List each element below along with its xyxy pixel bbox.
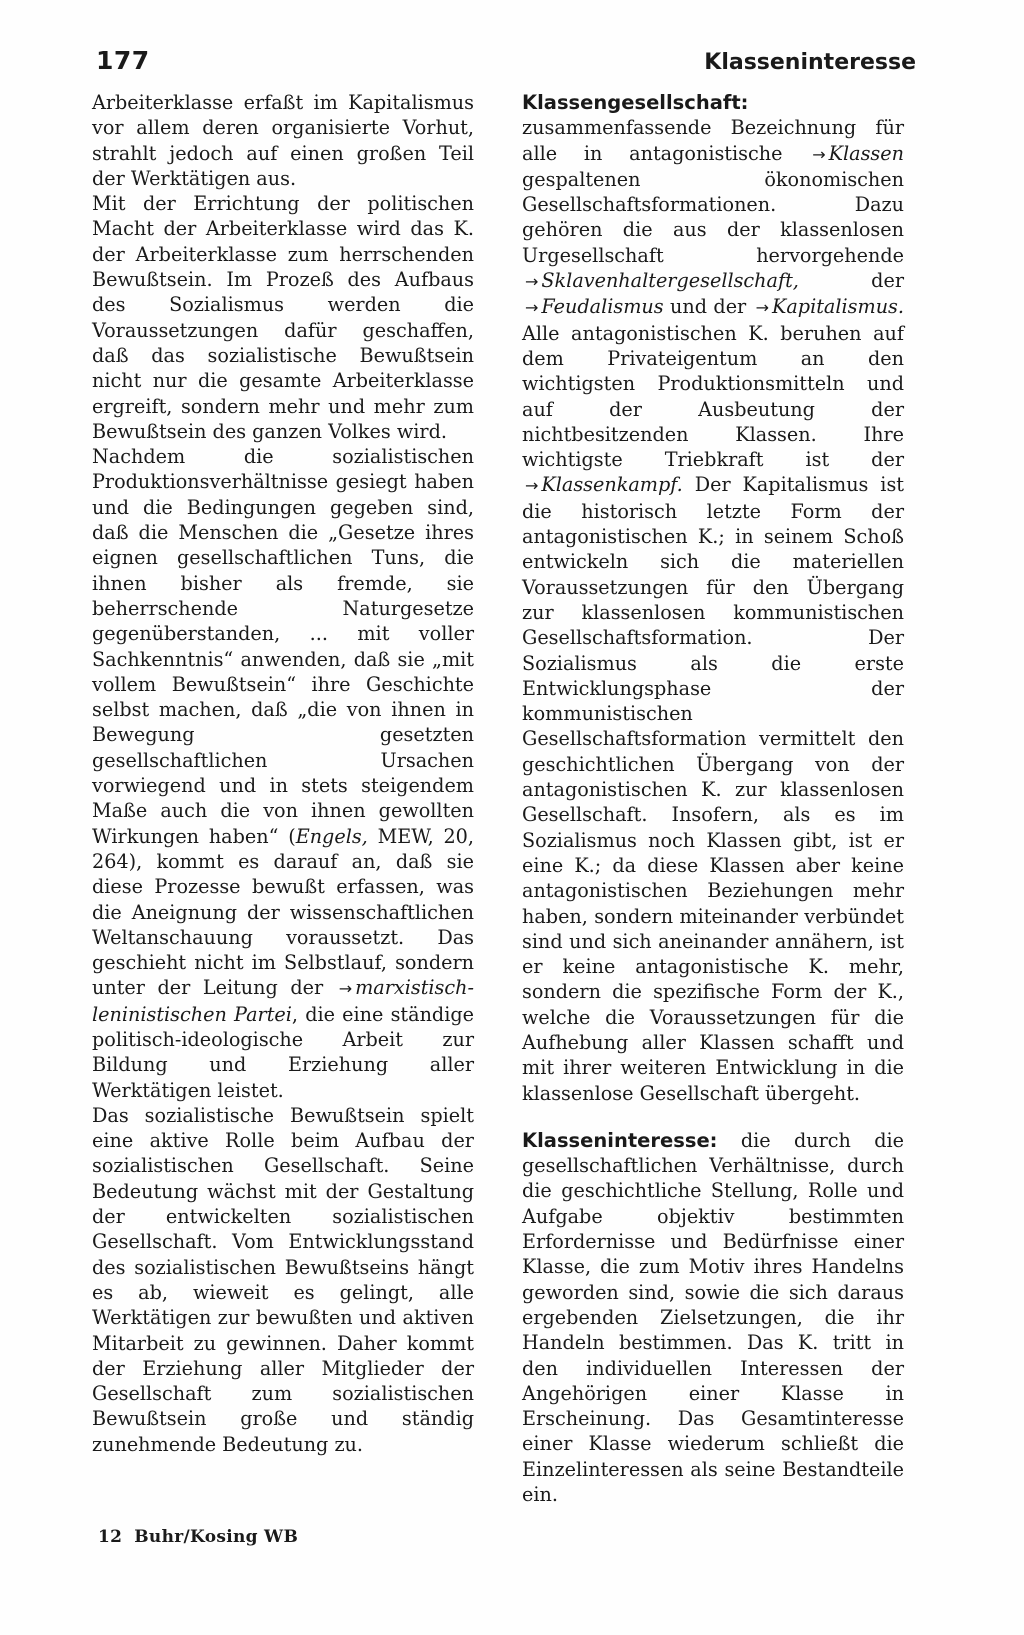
- page-number: 177: [96, 46, 150, 75]
- cross-reference[interactable]: Klassen: [828, 141, 904, 165]
- signature-number: 12: [98, 1527, 123, 1547]
- text-segment: , die eine ständige politisch-ideologische Arbeit zur Bildung und Erziehung aller Werktätigen leistet.: [92, 1002, 474, 1102]
- cross-reference-arrow-icon: →: [525, 298, 539, 318]
- author-citation: Engels,: [295, 824, 368, 848]
- paragraph: [92, 444, 474, 1103]
- cross-reference-arrow-icon: →: [755, 298, 770, 318]
- text-segment: der: [798, 269, 904, 293]
- text-segment: MEW, 20, 264), kommt es darauf an, daß sie diese Prozesse bewußt erfassen, was die Aneignung der wissenschaftlichen Weltanschauung voraussetzt. Das geschieht nicht im Selbstlauf, sondern unter der Leitung der: [92, 824, 474, 1000]
- paragraph: Arbeiterklasse erfaßt im Kapitalismus vor allem deren organisierte Vorhut, strahlt jedoch auf einen großen Teil der Werktätigen aus.: [92, 91, 474, 190]
- cross-reference[interactable]: Sklavenhaltergesellschaft,: [541, 269, 799, 293]
- text-segment: zusammenfassende Bezeichnung für alle in antagonistische: [522, 116, 904, 165]
- dictionary-entry: [522, 90, 904, 1106]
- text-segment: Alle antagonistischen K. beruhen auf dem Privateigentum an den wichtigsten Produktionsmitteln und auf der Ausbeutung der nichtbesitzenden Klassen. Ihre wichtigste Triebkraft ist der: [522, 321, 904, 472]
- right-column: [522, 90, 904, 1507]
- text-segment: Der Kapitalismus ist die historisch letzte Form der antagonistischen K.; in seinem Schoß entwickeln sich die materiellen Voraussetzungen für den Übergang zur klassenlosen kommunistischen Gesellschaftsformation. Der Sozialismus als die erste Entwicklungsphase der kommunistischen Gesellschaftsformation vermittelt den geschichtlichen Übergang von der antagonistischen K. zur klassenlosen Gesellschaft. Insofern, als es im Sozialismus noch Klassen gibt, ist er eine K.; da diese Klassen aber keine antagonistischen Beziehungen mehr haben, sondern miteinander verbündet sind und sich aneinander annähern, ist er keine antagonistische K. mehr, sondern die spezifische Form der K., welche die Voraussetzungen für die Aufhebung aller Klassen schafft und mit ihrer weiteren Entwicklung in die klassenlose Gesellschaft übergeht.: [522, 473, 904, 1105]
- dictionary-entry: [522, 1128, 904, 1507]
- entry-headword: Klasseninteresse:: [522, 1128, 718, 1152]
- cross-reference[interactable]: Klassenkampf.: [541, 473, 683, 497]
- cross-reference-arrow-icon: →: [812, 144, 826, 164]
- signature-footer: [98, 1527, 298, 1547]
- cross-reference[interactable]: marxistisch-leninistischen Partei: [92, 976, 474, 1026]
- cross-reference-arrow-icon: →: [338, 979, 353, 999]
- signature-text: Buhr/Kosing WB: [134, 1527, 299, 1547]
- paragraph: Mit der Errichtung der politischen Macht der Arbeiterklasse wird das K. der Arbeiterklasse zum herrschenden Bewußtsein. Im Prozeß des Aufbaus des Sozialismus werden die Voraussetzungen dafür geschaffen, daß das sozialistische Bewußtsein nicht nur die gesamte Arbeiterklasse ergreift, sondern mehr und mehr zum Bewußtsein des ganzen Volkes wird.: [92, 192, 474, 443]
- text-segment: Nachdem die sozialistischen Produktionsverhältnisse gesiegt haben und die Bedingungen gegeben sind, daß die Menschen die „Gesetze ihres eignen gesellschaftlichen Tuns, die ihnen bisher als fremde, sie beherrschende Naturgesetze gegenüberstanden, ... mit voller Sachkenntnis“ anwenden, daß sie „mit vollem Bewußtsein“ ihre Geschichte selbst machen, daß „die von ihnen in Bewegung gesetzten gesellschaftlichen Ursachen vorwiegend und in stets steigendem Maße auch die von ihnen gewollten Wirkungen haben“ (: [92, 445, 474, 848]
- entry-headword: Klassengesellschaft:: [522, 91, 749, 114]
- text-segment: die durch die gesellschaftlichen Verhältnisse, durch die geschichtliche Stellung, Rolle und Aufgabe objektiv bestimmten Erfordernisse und Bedürfnisse einer Klasse, die zum Motiv ihres Handelns geworden sind, sowie die sich daraus ergebenden Zielsetzungen, die ihr Handeln bestimmen. Das K. tritt in den individuellen Interessen der Angehörigen einer Klasse in Erscheinung. Das Gesamtinteresse einer Klasse wiederum schließt die Einzelinteressen als seine Bestandteile ein.: [522, 1128, 904, 1507]
- left-column: [92, 90, 474, 1457]
- cross-reference[interactable]: Kapitalismus.: [772, 295, 904, 319]
- paragraph: Das sozialistische Bewußtsein spielt eine aktive Rolle beim Aufbau der sozialistischen Gesellschaft. Seine Bedeutung wächst mit der Gestaltung der entwickelten sozialistischen Gesellschaft. Vom Entwicklungsstand des sozialistischen Bewußtseins hängt es ab, wieweit es gelingt, alle Werktätigen zur bewußten und aktiven Mitarbeit zu gewinnen. Daher kommt der Erziehung aller Mitglieder der Gesellschaft zum sozialistischen Bewußtsein große und ständig zunehmende Bedeutung zu.: [92, 1103, 474, 1456]
- cross-reference-arrow-icon: →: [525, 476, 539, 496]
- text-segment: und der: [663, 295, 753, 319]
- cross-reference[interactable]: Feudalismus: [541, 295, 664, 319]
- cross-reference-arrow-icon: →: [525, 272, 539, 292]
- text-segment: gespaltenen ökonomischen Gesellschaftsformationen. Dazu gehören die aus der klassenlosen Urgesellschaft hervorgehende: [522, 167, 904, 267]
- running-head: Klasseninteresse: [704, 50, 916, 75]
